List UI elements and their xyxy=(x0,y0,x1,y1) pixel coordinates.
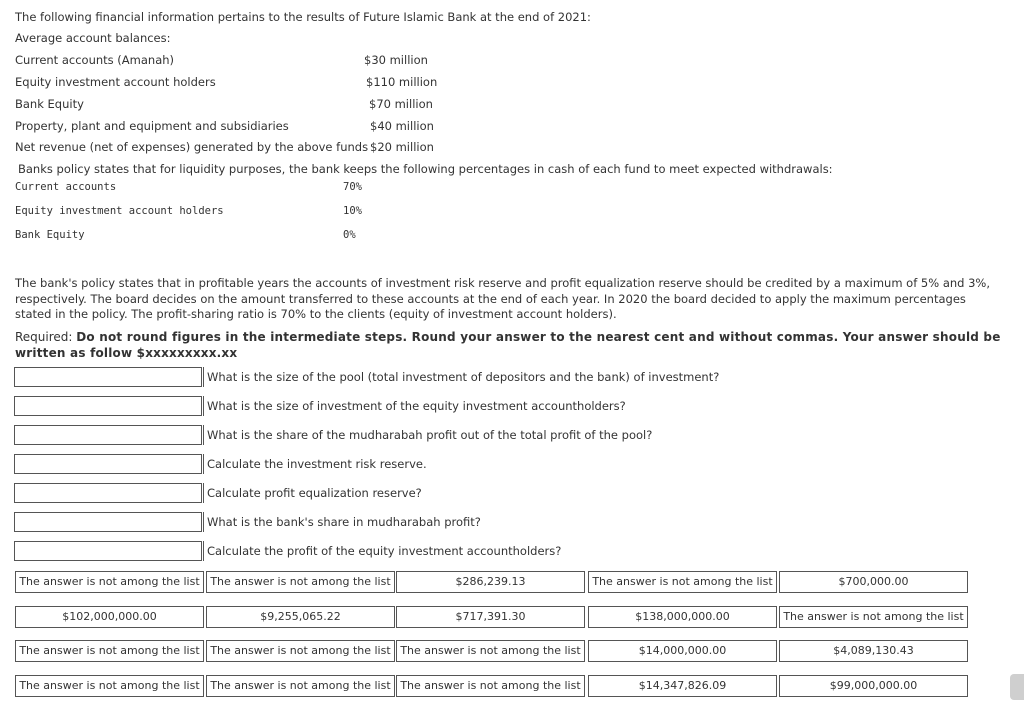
liquidity-value: 0% xyxy=(343,229,356,241)
question-text: Calculate profit equalization reserve? xyxy=(203,483,422,503)
answer-option[interactable]: The answer is not among the list xyxy=(15,675,204,697)
answer-drop-box[interactable] xyxy=(14,367,202,387)
answer-option[interactable]: $99,000,000.00 xyxy=(779,675,968,697)
answer-option[interactable]: $717,391.30 xyxy=(396,606,585,628)
answer-option[interactable]: The answer is not among the list xyxy=(206,571,395,593)
balance-label: Equity investment account holders xyxy=(15,75,216,89)
question-text: What is the bank's share in mudharabah profit? xyxy=(203,512,481,532)
balance-label: Property, plant and equipment and subsidiaries xyxy=(15,119,289,133)
answer-option[interactable]: The answer is not among the list xyxy=(15,571,204,593)
balance-value: $20 million xyxy=(370,140,434,154)
balance-label: Net revenue (net of expenses) generated by the above funds xyxy=(15,140,369,154)
question-text: What is the size of investment of the equity investment accountholders? xyxy=(203,396,626,416)
answer-option[interactable]: The answer is not among the list xyxy=(588,571,777,593)
answer-option[interactable]: $138,000,000.00 xyxy=(588,606,777,628)
reserve-paragraph: The bank's policy states that in profitable years the accounts of investment risk reserve and profit equalization reserve should be credited by a maximum of 5% and 3%, respectively. The board decides on the amount transferred to these accounts at the end of each year. In 2020 the board decided to apply the maximum percentages stated in the policy. The profit-sharing ratio is 70% to the clients (equity of investment account holders). xyxy=(15,276,991,321)
policy-line: Banks policy states that for liquidity purposes, the bank keeps the following percentages in cash of each fund to meet expected withdrawals: xyxy=(18,162,833,176)
answer-option[interactable]: The answer is not among the list xyxy=(206,640,395,662)
liquidity-label: Equity investment account holders xyxy=(15,205,224,217)
liquidity-value: 10% xyxy=(343,205,362,217)
scroll-handle[interactable] xyxy=(1010,674,1024,700)
answer-option[interactable]: The answer is not among the list xyxy=(15,640,204,662)
answer-option[interactable]: $700,000.00 xyxy=(779,571,968,593)
answer-option[interactable]: $14,347,826.09 xyxy=(588,675,777,697)
balances-title: Average account balances: xyxy=(15,31,171,45)
answer-drop-box[interactable] xyxy=(14,541,202,561)
question-text: Calculate the investment risk reserve. xyxy=(203,454,427,474)
balance-value: $110 million xyxy=(366,75,438,89)
answer-option[interactable]: The answer is not among the list xyxy=(396,675,585,697)
balance-value: $70 million xyxy=(369,97,433,111)
answer-option[interactable]: $102,000,000.00 xyxy=(15,606,204,628)
question-text: What is the size of the pool (total investment of depositors and the bank) of investment? xyxy=(203,367,719,387)
answer-drop-box[interactable] xyxy=(14,396,202,416)
answer-drop-box[interactable] xyxy=(14,483,202,503)
balance-label: Current accounts (Amanah) xyxy=(15,53,175,67)
answer-option[interactable]: The answer is not among the list xyxy=(779,606,968,628)
balance-value: $40 million xyxy=(370,119,434,133)
liquidity-value: 70% xyxy=(343,181,362,193)
answer-drop-box[interactable] xyxy=(14,512,202,532)
answer-option[interactable]: $286,239.13 xyxy=(396,571,585,593)
answer-drop-box[interactable] xyxy=(14,425,202,445)
answer-option[interactable]: $4,089,130.43 xyxy=(779,640,968,662)
answer-option[interactable]: The answer is not among the list xyxy=(206,675,395,697)
answer-drop-box[interactable] xyxy=(14,454,202,474)
required-prefix: Required: xyxy=(15,330,77,344)
answer-option[interactable]: $14,000,000.00 xyxy=(588,640,777,662)
balance-value: $30 million xyxy=(364,53,428,67)
question-text: What is the share of the mudharabah profit out of the total profit of the pool? xyxy=(203,425,652,445)
required-note xyxy=(15,329,1005,361)
liquidity-label: Current accounts xyxy=(15,181,117,193)
answer-option[interactable]: $9,255,065.22 xyxy=(206,606,395,628)
question-text: Calculate the profit of the equity investment accountholders? xyxy=(203,541,561,561)
intro-text: The following financial information pertains to the results of Future Islamic Bank at the end of 2021: xyxy=(15,10,591,24)
balance-label: Bank Equity xyxy=(15,97,84,111)
liquidity-label: Bank Equity xyxy=(15,229,85,241)
required-instructions: Do not round figures in the intermediate steps. Round your answer to the nearest cent and without commas. Your answer should be written as follow $xxxxxxxxx.xx xyxy=(15,330,1001,360)
answer-option[interactable]: The answer is not among the list xyxy=(396,640,585,662)
